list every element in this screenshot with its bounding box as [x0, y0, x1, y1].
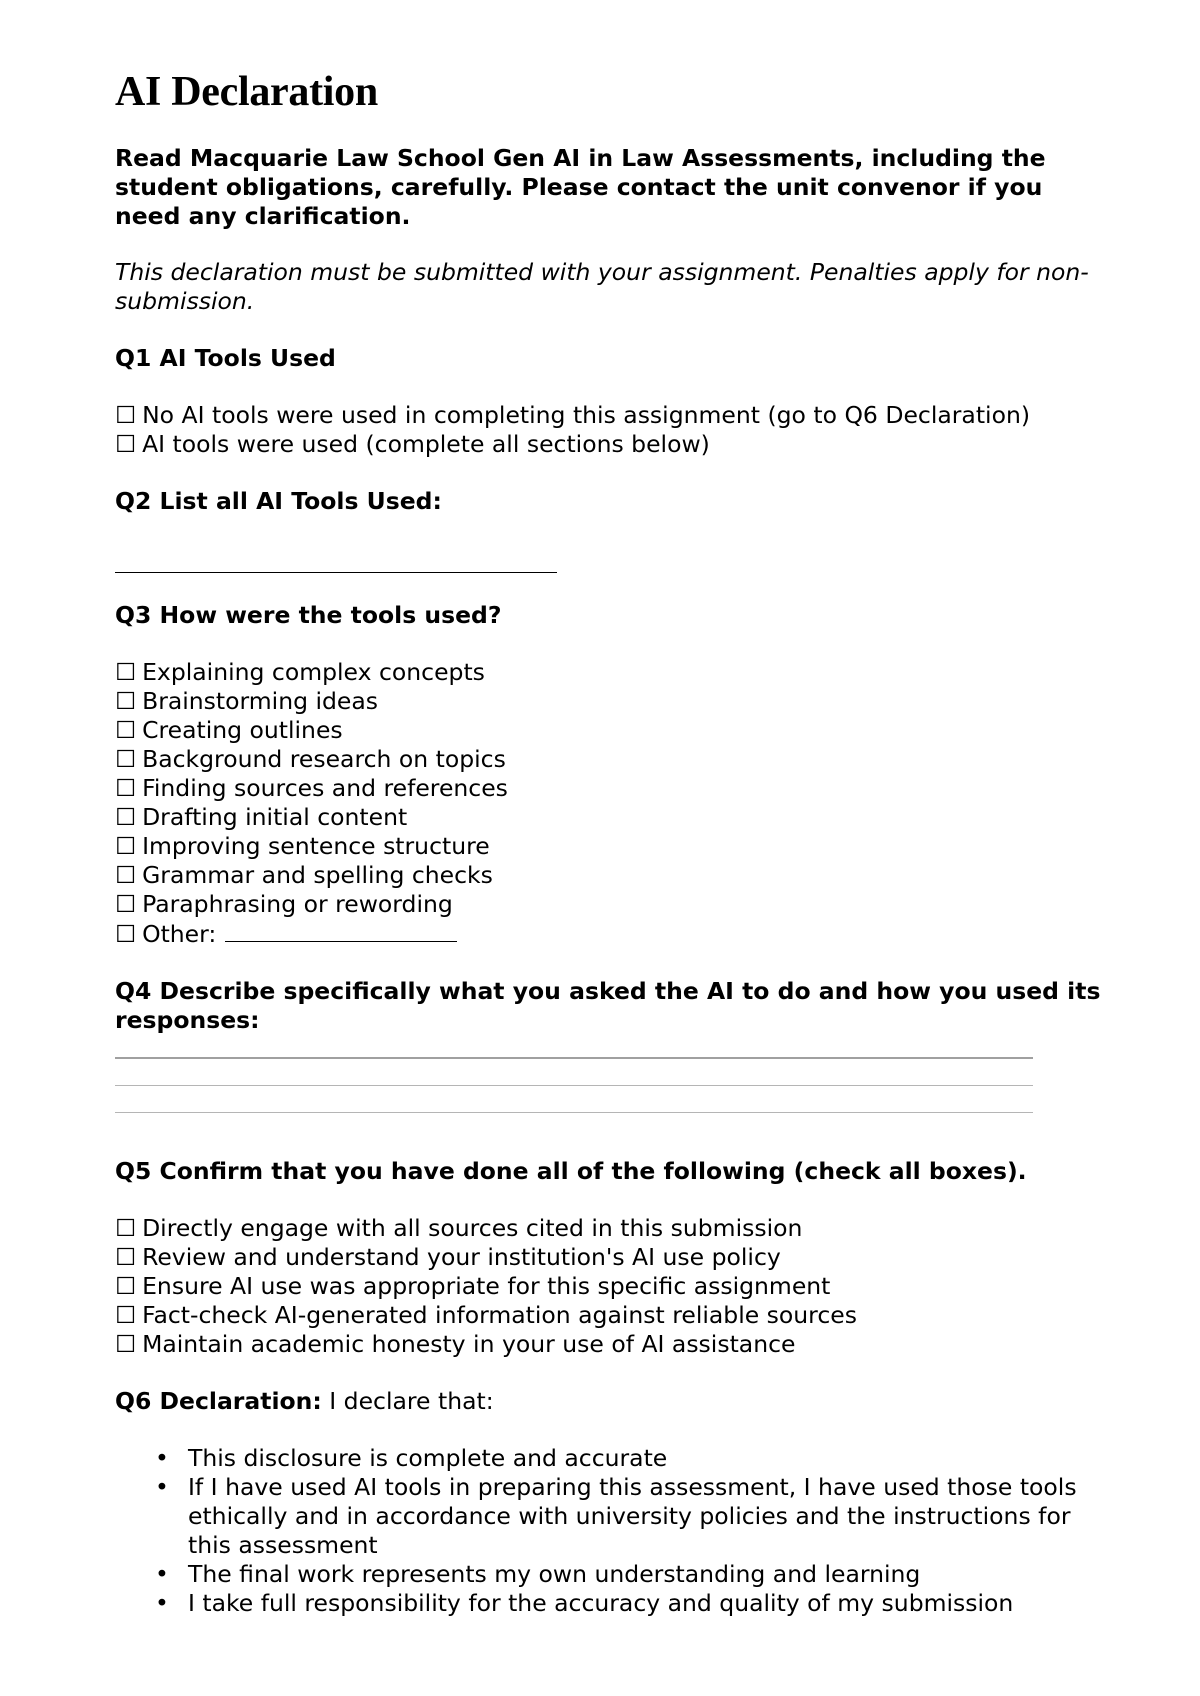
q3-option[interactable]	[115, 774, 1115, 803]
q4-answer-line[interactable]	[115, 1057, 1033, 1059]
checkbox-icon[interactable]: ☐	[115, 430, 137, 458]
q5-option-label: Maintain academic honesty in your use of AI assistance	[142, 1330, 796, 1358]
checkbox-icon[interactable]: ☐	[115, 890, 137, 918]
q1-option-label: AI tools were used (complete all sections below)	[142, 430, 710, 458]
checkbox-icon[interactable]: ☐	[115, 774, 137, 802]
q6-heading-rest: I declare that:	[321, 1387, 494, 1415]
checkbox-icon[interactable]: ☐	[115, 401, 137, 429]
q4-answer-line[interactable]	[115, 1112, 1033, 1113]
q5-option-label: Review and understand your institution's AI use policy	[142, 1243, 781, 1271]
q5-option[interactable]	[115, 1272, 1115, 1301]
checkbox-icon[interactable]: ☐	[115, 803, 137, 831]
checkbox-icon[interactable]: ☐	[115, 658, 137, 686]
q3-option-label: Background research on topics	[142, 745, 506, 773]
q5-option[interactable]	[115, 1330, 1115, 1359]
q5-option-label: Fact-check AI-generated information against reliable sources	[142, 1301, 857, 1329]
q4-answer-line[interactable]	[115, 1085, 1033, 1086]
checkbox-icon[interactable]: ☐	[115, 1301, 137, 1329]
q3-option[interactable]	[115, 803, 1115, 832]
q3-options	[115, 658, 1115, 949]
checkbox-icon[interactable]: ☐	[115, 687, 137, 715]
q3-option[interactable]	[115, 745, 1115, 774]
q3-option[interactable]	[115, 658, 1115, 687]
q3-option-label: Finding sources and references	[142, 774, 508, 802]
q5-option-label: Directly engage with all sources cited in this submission	[142, 1214, 803, 1242]
checkbox-icon[interactable]: ☐	[115, 745, 137, 773]
q3-option-label: Brainstorming ideas	[142, 687, 379, 715]
q3-option-label: Paraphrasing or rewording	[142, 890, 453, 918]
q5-option-label: Ensure AI use was appropriate for this specific assignment	[142, 1272, 831, 1300]
q3-option-label: Grammar and spelling checks	[142, 861, 493, 889]
q3-option[interactable]	[115, 687, 1115, 716]
q4-answer-area[interactable]	[115, 1057, 1033, 1113]
checkbox-icon[interactable]: ☐	[115, 1330, 137, 1358]
q4-heading: Q4 Describe specifically what you asked the AI to do and how you used its responses:	[115, 977, 1101, 1034]
q3-option[interactable]	[115, 832, 1115, 861]
q1-option-label: No AI tools were used in completing this assignment (go to Q6 Declaration)	[142, 401, 1031, 429]
q3-option[interactable]	[115, 890, 1115, 919]
q1-option-ai-used[interactable]	[115, 430, 1115, 459]
q1-heading: Q1 AI Tools Used	[115, 344, 336, 372]
q3-other-label: Other:	[142, 920, 217, 948]
q3-option-label: Explaining complex concepts	[142, 658, 485, 686]
q1-option-no-ai[interactable]	[115, 401, 1115, 430]
checkbox-icon[interactable]: ☐	[115, 716, 137, 744]
checkbox-icon[interactable]: ☐	[115, 1243, 137, 1271]
page-title: AI Declaration	[115, 69, 378, 115]
q5-option[interactable]	[115, 1214, 1115, 1243]
declaration-item: • If I have used AI tools in preparing this assessment, I have used those tools ethically and in accordance with university policies and the instructions for this assessment	[188, 1473, 1115, 1560]
q3-option-label: Improving sentence structure	[142, 832, 490, 860]
q5-option[interactable]	[115, 1243, 1115, 1272]
intro-instructions: Read Macquarie Law School Gen AI in Law Assessments, including the student obligations, carefully. Please contact the unit convenor if you need any clarification.	[115, 144, 1046, 230]
checkbox-icon[interactable]: ☐	[115, 1272, 137, 1300]
checkbox-icon[interactable]: ☐	[115, 861, 137, 889]
declaration-page	[115, 62, 1115, 1618]
declaration-item: • I take full responsibility for the accuracy and quality of my submission	[188, 1589, 1115, 1618]
q3-option-other[interactable]	[115, 919, 1115, 949]
checkbox-icon[interactable]: ☐	[115, 920, 137, 948]
declaration-item: • This disclosure is complete and accurate	[188, 1444, 1115, 1473]
q6-declaration-list	[115, 1444, 1115, 1618]
q3-heading: Q3 How were the tools used?	[115, 601, 502, 629]
q2-heading: Q2 List all AI Tools Used:	[115, 487, 442, 515]
q3-other-answer-line[interactable]	[225, 919, 457, 942]
q2-tools-answer-line[interactable]	[115, 572, 557, 573]
q3-option-label: Creating outlines	[142, 716, 343, 744]
declaration-item: • The final work represents my own understanding and learning	[188, 1560, 1115, 1589]
q3-option[interactable]	[115, 861, 1115, 890]
q6-heading	[115, 1387, 1115, 1416]
checkbox-icon[interactable]: ☐	[115, 1214, 137, 1242]
q3-option-label: Drafting initial content	[142, 803, 408, 831]
q5-option[interactable]	[115, 1301, 1115, 1330]
q6-heading-bold: Q6 Declaration:	[115, 1387, 322, 1415]
q3-option[interactable]	[115, 716, 1115, 745]
submission-notice: This declaration must be submitted with your assignment. Penalties apply for non-submission.	[115, 258, 1089, 315]
q5-options	[115, 1214, 1115, 1359]
q5-heading: Q5 Confirm that you have done all of the following (check all boxes).	[115, 1157, 1027, 1185]
checkbox-icon[interactable]: ☐	[115, 832, 137, 860]
q1-options	[115, 401, 1115, 459]
